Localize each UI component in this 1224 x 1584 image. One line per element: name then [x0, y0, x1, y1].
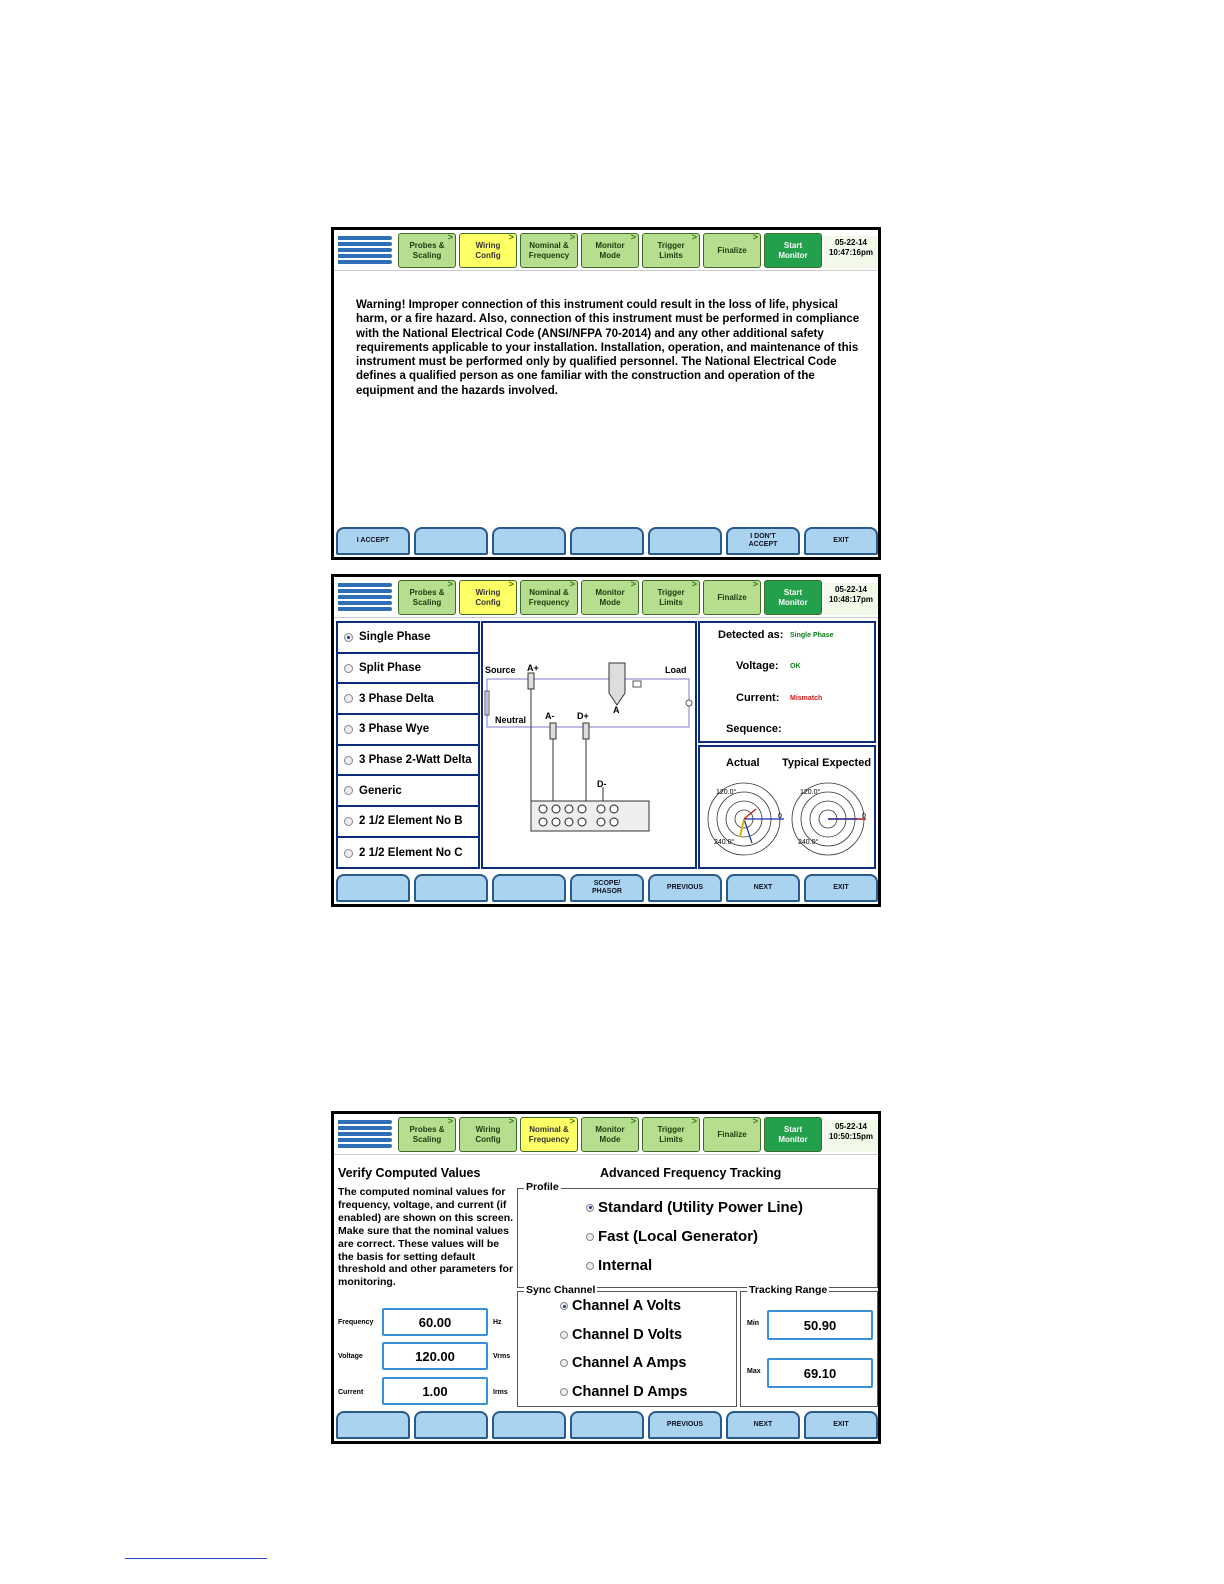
actual-label: Actual	[726, 757, 760, 769]
soft-button-1[interactable]	[336, 1411, 410, 1439]
wiring-type-list	[336, 621, 480, 869]
phasor-panel	[698, 745, 876, 869]
option-2-half-element-no-c[interactable]: 2 1/2 Element No C	[338, 838, 478, 869]
screen-body	[334, 230, 878, 557]
tab-monitor-mode[interactable]: > Monitor Mode	[581, 580, 639, 615]
option-split-phase[interactable]: Split Phase	[338, 654, 478, 685]
neutral-label: Neutral	[495, 715, 527, 725]
soft-button-3[interactable]	[492, 1411, 566, 1439]
option-3-phase-delta[interactable]: 3 Phase Delta	[338, 684, 478, 715]
radio-icon	[344, 756, 353, 765]
tab-wiring-config[interactable]: > Wiring Config	[459, 1117, 517, 1152]
option-3-phase-wye[interactable]: 3 Phase Wye	[338, 715, 478, 746]
radio-icon	[344, 694, 353, 703]
detected-as-label: Detected as:	[718, 629, 784, 641]
profile-title: Profile	[526, 1181, 559, 1193]
a-minus-label: A-	[545, 711, 555, 721]
typical-0-label: 0	[862, 813, 866, 820]
radio-icon	[344, 817, 353, 826]
sync-channel-d-volts[interactable]: Channel D Volts	[560, 1327, 682, 1343]
clamp-a-label: A	[613, 705, 620, 715]
soft-button-5[interactable]	[648, 527, 722, 555]
radio-icon	[344, 786, 353, 795]
frequency-unit: Hz	[493, 1319, 502, 1326]
voltage-label: Voltage:	[736, 660, 779, 672]
exit-button[interactable]: EXIT	[804, 527, 878, 555]
tab-start-monitor[interactable]: Start Monitor	[764, 580, 822, 615]
datetime-display: 05-22-14 10:48:17pm	[824, 583, 878, 615]
typical-240-label: 240.0°	[798, 839, 819, 846]
tab-monitor-mode[interactable]: > Monitor Mode	[581, 233, 639, 268]
current-field[interactable]: 1.00	[382, 1377, 488, 1405]
tab-wiring-config[interactable]: > Wiring Config	[459, 233, 517, 268]
tab-finalize[interactable]: > Finalize	[703, 1117, 761, 1152]
d-plus-label: D+	[577, 711, 589, 721]
dranetz-logo	[338, 581, 392, 615]
sync-channel-a-amps[interactable]: Channel A Amps	[560, 1355, 686, 1371]
a-plus-label: A+	[527, 663, 539, 673]
tab-monitor-mode[interactable]: > Monitor Mode	[581, 1117, 639, 1152]
radio-icon	[560, 1359, 568, 1367]
soft-button-2[interactable]	[414, 527, 488, 555]
option-3-phase-2-watt-delta[interactable]: 3 Phase 2-Watt Delta	[338, 746, 478, 777]
radio-selected-icon	[344, 633, 353, 642]
tab-start-monitor[interactable]: Start Monitor	[764, 1117, 822, 1152]
i-accept-button[interactable]: I ACCEPT	[336, 527, 410, 555]
top-navigation-bar	[334, 577, 878, 618]
datetime-display: 05-22-14 10:50:15pm	[824, 1120, 878, 1152]
voltage-status: OK	[790, 663, 801, 670]
source-label: Source	[485, 665, 516, 675]
current-label: Current:	[736, 692, 780, 704]
soft-button-3[interactable]	[492, 874, 566, 902]
phasor-diagrams	[700, 747, 874, 867]
voltage-label: Voltage	[338, 1353, 363, 1360]
min-frequency-field[interactable]: 50.90	[767, 1310, 873, 1340]
radio-selected-icon	[586, 1204, 594, 1212]
soft-button-1[interactable]	[336, 874, 410, 902]
tab-probes-scaling[interactable]: > Probes & Scaling	[398, 1117, 456, 1152]
radio-icon	[344, 849, 353, 858]
verify-title: Verify Computed Values	[338, 1166, 481, 1180]
detection-panel	[698, 621, 876, 743]
tracking-range-title: Tracking Range	[749, 1284, 828, 1296]
radio-icon	[560, 1331, 568, 1339]
wiring-diagram-graphic	[483, 623, 695, 867]
frequency-label: Frequency	[338, 1319, 374, 1326]
screen-wiring-config	[331, 574, 881, 907]
profile-fast-option[interactable]: Fast (Local Generator)	[586, 1228, 758, 1245]
screen-wiring-warning	[331, 227, 881, 560]
voltage-unit: Vrms	[493, 1353, 511, 1360]
exit-button[interactable]: EXIT	[804, 1411, 878, 1439]
actual-240-label: 240.0°	[714, 839, 735, 846]
datetime-display: 05-22-14 10:47:16pm	[824, 236, 878, 268]
soft-button-2[interactable]	[414, 874, 488, 902]
frequency-field[interactable]: 60.00	[382, 1308, 488, 1336]
profile-standard-option[interactable]: Standard (Utility Power Line)	[586, 1199, 803, 1216]
actual-120-label: 120.0°	[716, 789, 737, 796]
radio-icon	[344, 725, 353, 734]
safety-warning-text: Warning! Improper connection of this instrument could result in the loss of life, physical harm, or a fire hazard. Also, connection of this instrument must be performed in compliance with the National Electrical Code (ANSI/NFPA 70-2014) and any other additional safety requirements applicable to your installation. Installation, operation, and maintenance of this instrument must be performed only by qualified personnel. The National Electrical Code defines a qualified person as one familiar with the construction and operation of the equipment and the hazards involved.	[356, 299, 860, 397]
tab-nominal-frequency[interactable]: > Nominal & Frequency	[520, 580, 578, 615]
d-minus-label: D-	[597, 779, 607, 789]
wiring-diagram	[481, 621, 697, 869]
sync-channel-title: Sync Channel	[526, 1284, 596, 1296]
footnote-rule	[125, 1558, 267, 1559]
option-2-half-element-no-b[interactable]: 2 1/2 Element No B	[338, 807, 478, 838]
top-navigation-bar	[334, 230, 878, 271]
tab-nominal-frequency[interactable]: > Nominal & Frequency	[520, 1117, 578, 1152]
current-status: Mismatch	[790, 695, 823, 702]
tab-finalize[interactable]: > Finalize	[703, 580, 761, 615]
detected-as-value: Single Phase	[790, 632, 834, 639]
soft-button-bar	[334, 872, 878, 904]
max-label: Max	[747, 1368, 761, 1375]
i-dont-accept-button[interactable]: I DON'T ACCEPT	[726, 527, 800, 555]
tab-trigger-limits[interactable]: > Trigger Limits	[642, 580, 700, 615]
screen-body	[334, 1114, 878, 1441]
sync-channel-a-volts[interactable]: Channel A Volts	[560, 1298, 681, 1314]
sync-channel-group	[517, 1284, 737, 1407]
previous-button[interactable]: PREVIOUS	[648, 874, 722, 902]
radio-selected-icon	[560, 1302, 568, 1310]
sync-channel-d-amps[interactable]: Channel D Amps	[560, 1384, 687, 1400]
tab-probes-scaling[interactable]: > Probes & Scaling	[398, 580, 456, 615]
scope-phasor-button[interactable]: SCOPE/ PHASOR	[570, 874, 644, 902]
max-frequency-field[interactable]: 69.10	[767, 1358, 873, 1388]
typical-120-label: 120.0°	[800, 789, 821, 796]
tab-wiring-config[interactable]: > Wiring Config	[459, 580, 517, 615]
soft-button-4[interactable]	[570, 527, 644, 555]
dranetz-logo	[338, 234, 392, 268]
dranetz-logo	[338, 1118, 392, 1152]
profile-group	[517, 1181, 878, 1288]
soft-button-bar	[334, 1409, 878, 1441]
tab-trigger-limits[interactable]: > Trigger Limits	[642, 233, 700, 268]
sequence-label: Sequence:	[726, 723, 782, 735]
tab-start-monitor[interactable]: Start Monitor	[764, 233, 822, 268]
tab-nominal-frequency[interactable]: > Nominal & Frequency	[520, 233, 578, 268]
radio-icon	[344, 664, 353, 673]
soft-button-3[interactable]	[492, 527, 566, 555]
top-navigation-bar	[334, 1114, 878, 1155]
radio-icon	[586, 1262, 594, 1270]
soft-button-4[interactable]	[570, 1411, 644, 1439]
radio-icon	[560, 1388, 568, 1396]
actual-0-label: 0	[778, 813, 782, 820]
soft-button-bar	[334, 525, 878, 557]
tab-probes-scaling[interactable]: > Probes & Scaling	[398, 233, 456, 268]
screen-body	[334, 577, 878, 904]
voltage-field[interactable]: 120.00	[382, 1342, 488, 1370]
profile-internal-option[interactable]: Internal	[586, 1257, 652, 1274]
previous-button[interactable]: PREVIOUS	[648, 1411, 722, 1439]
min-label: Min	[747, 1320, 760, 1327]
option-single-phase[interactable]: Single Phase	[338, 623, 478, 654]
next-button[interactable]: NEXT	[726, 1411, 800, 1439]
tab-finalize[interactable]: > Finalize	[703, 233, 761, 268]
exit-button[interactable]: EXIT	[804, 874, 878, 902]
screen-nominal-frequency	[331, 1111, 881, 1444]
verify-description: The computed nominal values for frequency, voltage, and current (if enabled) are shown on this screen. Make sure that the nominal values are correct. These values will be the basis for setting default threshold and other parameters for monitoring.	[338, 1186, 514, 1289]
current-label: Current	[338, 1389, 364, 1396]
load-label: Load	[665, 665, 687, 675]
current-unit: Irms	[493, 1389, 508, 1396]
radio-icon	[586, 1233, 594, 1241]
tracking-range-group	[740, 1284, 878, 1407]
tab-trigger-limits[interactable]: > Trigger Limits	[642, 1117, 700, 1152]
soft-button-2[interactable]	[414, 1411, 488, 1439]
option-generic[interactable]: Generic	[338, 776, 478, 807]
next-button[interactable]: NEXT	[726, 874, 800, 902]
typical-expected-label: Typical Expected	[782, 757, 872, 769]
advanced-tracking-title: Advanced Frequency Tracking	[600, 1166, 782, 1180]
